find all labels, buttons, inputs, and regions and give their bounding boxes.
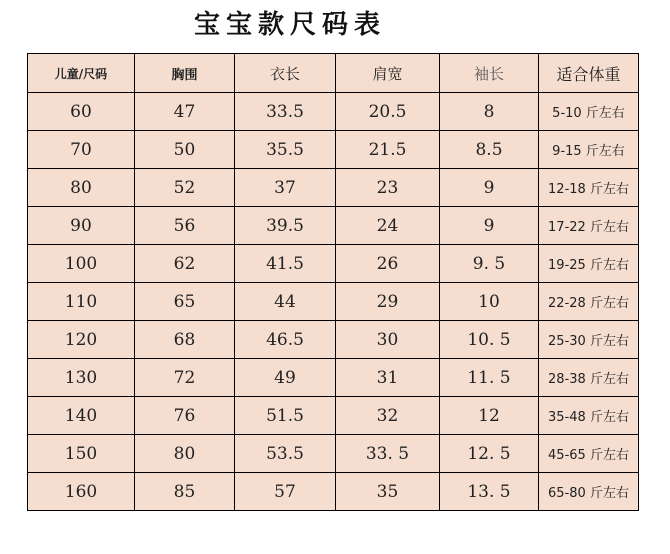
cell-sleeve: 11. 5 xyxy=(440,359,539,397)
cell-shoulder: 30 xyxy=(336,321,440,359)
cell-size: 70 xyxy=(28,131,135,169)
cell-length: 35.5 xyxy=(235,131,336,169)
cell-sleeve: 12. 5 xyxy=(440,435,539,473)
header-size: 儿童/尺码 xyxy=(28,54,135,93)
cell-weight: 9-15 斤左右 xyxy=(539,131,639,169)
table-row xyxy=(28,473,639,511)
cell-length: 33.5 xyxy=(235,93,336,131)
table-row xyxy=(28,131,639,169)
cell-weight: 65-80 斤左右 xyxy=(539,473,639,511)
cell-shoulder: 24 xyxy=(336,207,440,245)
table-row xyxy=(28,359,639,397)
cell-size: 60 xyxy=(28,93,135,131)
cell-size: 90 xyxy=(28,207,135,245)
cell-chest: 76 xyxy=(135,397,235,435)
cell-shoulder: 29 xyxy=(336,283,440,321)
table-row xyxy=(28,321,639,359)
cell-shoulder: 35 xyxy=(336,473,440,511)
cell-length: 51.5 xyxy=(235,397,336,435)
cell-sleeve: 10 xyxy=(440,283,539,321)
cell-size: 150 xyxy=(28,435,135,473)
cell-length: 49 xyxy=(235,359,336,397)
table-header-row xyxy=(28,54,639,93)
cell-length: 44 xyxy=(235,283,336,321)
header-shoulder: 肩宽 xyxy=(336,54,440,93)
cell-size: 110 xyxy=(28,283,135,321)
table-row xyxy=(28,435,639,473)
cell-shoulder: 33. 5 xyxy=(336,435,440,473)
cell-chest: 50 xyxy=(135,131,235,169)
cell-length: 37 xyxy=(235,169,336,207)
cell-sleeve: 8 xyxy=(440,93,539,131)
header-chest: 胸围 xyxy=(135,54,235,93)
cell-weight: 28-38 斤左右 xyxy=(539,359,639,397)
cell-shoulder: 26 xyxy=(336,245,440,283)
cell-length: 46.5 xyxy=(235,321,336,359)
cell-size: 140 xyxy=(28,397,135,435)
size-chart-table xyxy=(27,53,639,511)
cell-shoulder: 32 xyxy=(336,397,440,435)
cell-shoulder: 20.5 xyxy=(336,93,440,131)
cell-weight: 12-18 斤左右 xyxy=(539,169,639,207)
cell-weight: 25-30 斤左右 xyxy=(539,321,639,359)
cell-chest: 85 xyxy=(135,473,235,511)
cell-chest: 52 xyxy=(135,169,235,207)
cell-chest: 80 xyxy=(135,435,235,473)
cell-chest: 72 xyxy=(135,359,235,397)
page-title: 宝宝款尺码表 xyxy=(193,10,386,40)
table-row xyxy=(28,245,639,283)
cell-sleeve: 12 xyxy=(440,397,539,435)
cell-sleeve: 9 xyxy=(440,207,539,245)
header-weight: 适合体重 xyxy=(539,54,639,93)
cell-chest: 47 xyxy=(135,93,235,131)
cell-size: 80 xyxy=(28,169,135,207)
header-sleeve: 袖长 xyxy=(440,54,539,93)
cell-sleeve: 13. 5 xyxy=(440,473,539,511)
cell-length: 57 xyxy=(235,473,336,511)
cell-sleeve: 9. 5 xyxy=(440,245,539,283)
cell-chest: 56 xyxy=(135,207,235,245)
cell-shoulder: 23 xyxy=(336,169,440,207)
cell-shoulder: 31 xyxy=(336,359,440,397)
header-length: 衣长 xyxy=(235,54,336,93)
cell-length: 39.5 xyxy=(235,207,336,245)
cell-weight: 19-25 斤左右 xyxy=(539,245,639,283)
cell-weight: 5-10 斤左右 xyxy=(539,93,639,131)
cell-chest: 68 xyxy=(135,321,235,359)
cell-chest: 62 xyxy=(135,245,235,283)
cell-size: 120 xyxy=(28,321,135,359)
cell-size: 100 xyxy=(28,245,135,283)
cell-length: 41.5 xyxy=(235,245,336,283)
cell-sleeve: 10. 5 xyxy=(440,321,539,359)
cell-weight: 17-22 斤左右 xyxy=(539,207,639,245)
cell-length: 53.5 xyxy=(235,435,336,473)
table-row xyxy=(28,397,639,435)
cell-weight: 45-65 斤左右 xyxy=(539,435,639,473)
cell-sleeve: 8.5 xyxy=(440,131,539,169)
cell-size: 130 xyxy=(28,359,135,397)
cell-shoulder: 21.5 xyxy=(336,131,440,169)
cell-sleeve: 9 xyxy=(440,169,539,207)
table-row xyxy=(28,93,639,131)
table-row xyxy=(28,169,639,207)
table-row xyxy=(28,283,639,321)
table-row xyxy=(28,207,639,245)
cell-weight: 22-28 斤左右 xyxy=(539,283,639,321)
cell-weight: 35-48 斤左右 xyxy=(539,397,639,435)
cell-size: 160 xyxy=(28,473,135,511)
cell-chest: 65 xyxy=(135,283,235,321)
